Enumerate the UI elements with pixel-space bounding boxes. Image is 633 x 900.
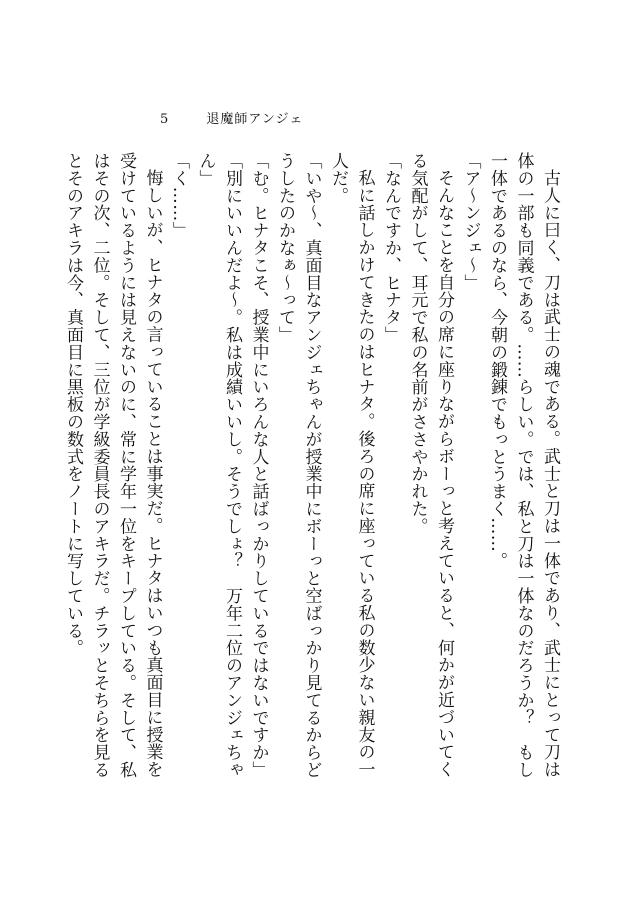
- paragraph: 「別にいいんだよ～。私は成績いいし。そうでしょ？ 万年二位のアンジェちゃん」: [195, 152, 242, 779]
- page-number: 5: [160, 112, 170, 127]
- paragraph: 「む。ヒナタこそ、授業中にいろんな人と話ばっかりしているではないですか」: [248, 152, 269, 779]
- paragraph: 「なんですか、ヒナタ」: [381, 152, 401, 344]
- paragraph: 「ア～ンジェ～」: [460, 152, 481, 292]
- paragraph: 「く……」: [169, 152, 189, 239]
- body-text: [63, 152, 563, 792]
- paragraph: 悔しいが、ヒナタの言っていることは事実だ。ヒナタはいつも真面目に授業を受けているようには見えないのに、常に学年一位をキープしている。そして、私はその次、二位。そして、三位が学級委員長のアキラだ。チラッとそちらを見るとそのアキラは今、真面目に黒板の数式をノートに写している。: [63, 152, 163, 779]
- paragraph: 私に話しかけてきたのはヒナタ。後ろの席に座っている私の数少ない親友の一人だ。: [328, 152, 375, 778]
- book-title: 退魔師アンジェ: [206, 112, 304, 127]
- running-header: [160, 108, 303, 127]
- paragraph: 「いや～、真面目なアンジェちゃんが授業中にボーっと空ばっかり見てるからどうしたのかなぁ～って」: [275, 152, 322, 779]
- paragraph: 古人に曰く、刀は武士の魂である。武士と刀は一体であり、武士にとって刀は体の一部も同義である。……らしい。では、私と刀は一体なのだろうか？ もし一体であるのなら、今朝の鍛錬でもっとうまく……。: [487, 152, 560, 779]
- paragraph: そんなことを自分の席に座りながらボーっと考えていると、何かが近づいてくる気配がして、耳元で私の名前がささやかれた。: [407, 152, 454, 778]
